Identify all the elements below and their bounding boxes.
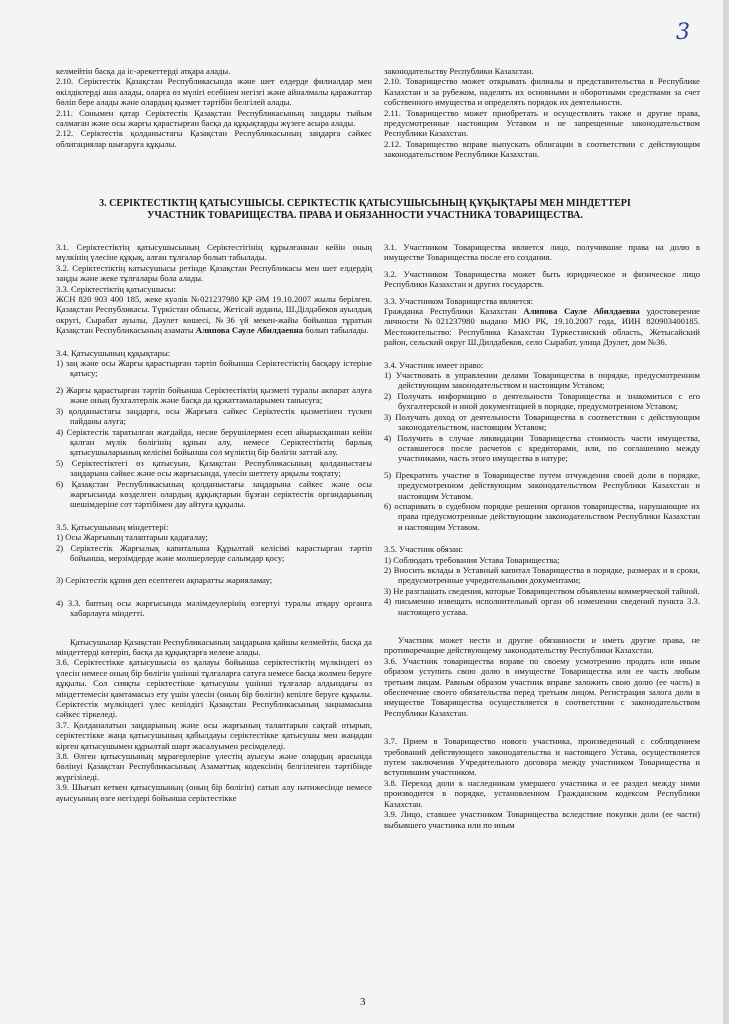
clause-3-6: 3.6. Участник товарищества вправе по своему усмотрению продать или иным образом уступить свою долю в имуществе Товарищества или ее часть любым третьим лицам. Равным образом участник вправе заложить свою долю (ее часть) в обеспечение своего обязательства перед третьим лицом. Регистрация залога доли в имуществе Товарищества осуществляется в соответствии с законодательством Республики Казахстан. (384, 655, 700, 718)
list-item: 5) Прекратить участие в Товариществе путем отчуждения своей доли в порядке, предусмотренном действующим законодательством Республики Казахстан и настоящим Уставом. (384, 469, 700, 501)
list-item: 4) Серіктестік таратылған жағдайда, несие берушілермен есеп айырысқаннан кейін қалған мүлік бөлігінің құнын алу, немесе Серіктестіктің барлық қатысушыларының келісімі бойынша сол мүліктің бір бөлігін заттай алу. (56, 426, 372, 458)
paragraph: келмейтін басқа да іс-әрекеттерді атқара алады. (56, 66, 231, 76)
clause-3-1: 3.1. Серіктестіктің қатысушысының Серіктестігінің құрылғаннан кейін оның мүлкінің үлесіне құқық, алған тұлғалар болып табылады. (56, 242, 372, 263)
clause-text: Гражданка Республики Казахстан (384, 306, 524, 317)
clause-3-4-head: 3.4. Участник имеет право: (384, 359, 484, 370)
clause-3-3-head: 3.3. Серіктестіктің қатысушысы: (56, 283, 176, 294)
duties-list (56, 532, 372, 618)
list-item: 1) Соблюдать требования Устава Товарищества; (384, 554, 560, 565)
participant-name: Алипова Сауле Абилдаевна (195, 325, 303, 336)
list-item: 3) Серіктестік құпия деп есептеген ақпаратты жарияламау; (56, 575, 273, 586)
rights-list (384, 370, 700, 532)
extra-paragraph: Қатысушылар Қазақстан Республикасының заңдарына қайшы келмейтін, басқа да міндеттерді көтеріп, басқа да құқықтарға иелене алады. (56, 636, 372, 657)
clause-3-9: 3.9. Лицо, ставшее участником Товарищества вследствие покупки доли (ее части) выбывшего участника или по иным (384, 809, 700, 830)
clause-3-3-body (56, 294, 372, 336)
top-left-column (56, 66, 372, 149)
list-item: 1) Осы Жарғының талаптарын қадағалау; (56, 532, 208, 543)
list-item: 2) Получать информацию о деятельности Товарищества и знакомиться с его бухгалтерской и иной документацией в порядке, предусмотренном Уставом; (384, 390, 700, 412)
list-item: 6) оспаривать в судебном порядке решения органов товарищества, нарушающие их права предусмотренные действующим законодательством Республики Казахстан и настоящим Уставом. (384, 500, 700, 532)
clause-3-4-head: 3.4. Қатысушының құқықтары: (56, 347, 171, 358)
clause-text: удостоверение личности №021237980 выдано МЮ РК, 19.10.2007 года, ИИН 820903400185. Местожительство: Республика Казахстан Туркестанский область, Жетысайский район, сельский округ Ш.Дилдабеков, село Сырабат, улица Дэулет, дом №36. (384, 306, 700, 348)
clause-3-5-head: 3.5. Участник обязан: (384, 544, 463, 555)
clause-3-3-head: 3.3. Участником Товарищества является: (384, 295, 534, 306)
paragraph: 2.10. Серіктестік Қазақстан Республикасында және шет елдерде филиалдар мен өкілдіктерді аша алады, оларға өз мүлігі есебінен негізгі және айналмалы қаражаттар бөліп бере алады және олардың қызмет тәртібін белгілей алады. (56, 76, 372, 108)
clause-3-3-body (384, 306, 700, 348)
participant-name: Алипова Сауле Абилдаевна (523, 306, 640, 317)
clause-3-6: 3.6. Серіктестікке қатысушысы өз қалауы бойынша серіктестіктің мүлкіндегі өз үлесін немесе оның бір бөлігін үшінші тұлғаларға сатуға немесе басқа жолмен беруге құқылы. Сол сияқты серіктестікке қатысушы үшінші тұлғалар алдындағы өз міндеттемесін қамтамасыз ету үшін үлесін (оның бір бөлігін) кепілге беруге құқылы. Серіктестік мүлкіндегі үлес кепілдігі Қазақстан Республикасының заңнамасына сәйкес тіркеледі. (56, 657, 372, 720)
clause-3-2: 3.2. Участником Товарищества может быть юридическое и физическое лицо Республики Казахстан и других государств. (384, 268, 700, 290)
list-item: 1) Участвовать в управлении делами Товарищества в порядке, предусмотренном действующим законодательством и настоящим Уставом; (384, 370, 700, 391)
list-item: 3) Не разглашать сведения, которые Товариществом объявлены коммерческой тайной. (384, 585, 700, 596)
handwritten-page-number: 3 (676, 20, 690, 45)
clause-3-1: 3.1. Участником Товарищества является лицо, получившие права на долю в имуществе Товарищества после его создания. (384, 242, 700, 263)
clause-3-9: 3.9. Шығып кеткен қатысушының (оның бір бөлігін) сатып алу нәтижесінде немесе ауысуының өзге негіздері бойынша серіктестікке (56, 782, 372, 803)
list-item: 4) 3.3. баптың осы жарғысында мәлімдеулерінің өзгертуі туралы атқару органға хабарлауға міндетті. (56, 597, 372, 619)
clause-text: болып табылады. (303, 325, 369, 336)
clause-3-2: 3.2. Серіктестіктің катысушысы ретінде Қазақстан Республикасы мен шет елдердің заңды және жеке тұлғалары бола алады. (56, 262, 372, 284)
clause-3-8: 3.8. Өлген қатысушының мұрагерлеріне үлестің ауысуы және олардың арасында бөлінуі Қазақстан Республикасының Азаматтық кодексінің белгіленген тәртібінде жүргізіледі. (56, 751, 372, 782)
list-item: 2) Вносить вклады в Уставный капитал Товарищества в порядке, размерах и в сроки, предусмотренные учредительными документами; (384, 564, 700, 586)
paragraph: 2.10. Товарищество может открывать филиалы и представительства в Республике Казахстан и за рубежом, наделять их основными и оборотными средствами за счет собственного имущества и определять порядок их деятельности. (384, 76, 700, 108)
list-item: 6) Қазақстан Республикасының қолданыстағы заңдарына сәйкес және осы жарғысында көзделген олардың құқықтарын бұзған серіктестік органдарының шешімдеріне сот тәртібімен дау айтуға құқылы. (56, 478, 372, 510)
right-column (384, 242, 700, 830)
list-item: 1) заң және осы Жарғы қарастырған тәртіп бойынша Серіктестіктің басқару істеріне қатысу; (56, 358, 372, 379)
paragraph: 2.12. Товарищество вправе выпускать облигации в соответствии с действующим законодательством Республики Казахстан. (384, 138, 700, 160)
section-title-ru: УЧАСТНИК ТОВАРИЩЕСТВА. ПРАВА И ОБЯЗАННОСТИ УЧАСТНИКА ТОВАРИЩЕСТВА. (147, 210, 583, 221)
list-item: 3) Получать доход от деятельности Товарищества в соответствии с действующим законодательством, настоящим Уставом; (384, 411, 700, 433)
list-item: 4) Получить в случае ликвидации Товарищества стоимость части имущества, оставшегося после расчетов с кредиторами, или, по соглашению между участниками, часть этого имущества в натуре; (384, 432, 700, 464)
page-number: 3 (360, 996, 366, 1008)
clause-3-7: 3.7. Қолданалатын заңдарының және осы жарғының талаптарын сақтай отырып, серіктестікке жаңа қатысушының қабылдауы серіктестікке қатысушы мен жаңадан кірген қатысушымен құрылтай шарт жасалуымен ресімделеді. (56, 719, 372, 751)
section-title (40, 198, 690, 222)
list-item: 2) Жарғы қарастырған тәртіп бойынша Серіктестіктің қызметі туралы акпарат алуға және оның бухгалтерлік және басқа да құжаттамаларымен танысуға; (56, 384, 372, 406)
duties-list (384, 555, 700, 617)
page-edge (723, 0, 729, 1024)
paragraph: 2.11. Сонымен қатар Серіктестік Қазақстан Республикасының заңдары тыйым салмаған және осы жарғы қарастырған басқа да құқықтарды жүзеге асыра алады. (56, 107, 372, 129)
extra-paragraph: Участник может нести и другие обязанности и иметь другие права, не противоречащие действующему законодательству Республики Казахстан. (384, 635, 700, 656)
clause-text: ЖСН 820 903 400 185, жеке куәлік №021237980 ҚР ӘМ 19.10.2007 жылы берілген. Қазақстан Республикасы. Түркістан облысы, Жетісай ауданы, Ш.Ділдәбеков ауылдық округі, Сырабат ауылы, Дәулет көшесі, №36 үй мекен-жайы бойынша тұратын Қазақстан Республикасының азаматы (56, 294, 372, 336)
clause-3-7: 3.7. Прием в Товарищество нового участника, произведенный с соблюдением требований действующего законодательства и настоящего Устава, осуществляется путем заключения Учредительного договора между участником Товарищества и вступившим участником. (384, 736, 700, 778)
paragraph: законодательству Республики Казахстан. (384, 66, 534, 76)
list-item: 2) Серіктестік Жарғылық капиталына Құрылтай келісімі карастырған тәртіп бойынша, мерзімдерде және мөлшерлерде салымдар қосу; (56, 542, 372, 563)
top-right-column (384, 66, 700, 160)
paragraph: 2.12. Серіктестік қолданыстағы Қазақстан Республикасының заңдарға сәйкес облигациялар шығаруға құқылы. (56, 128, 372, 149)
section-title-kz: 3. СЕРІКТЕСТІКТІҢ ҚАТЫСУШЫСЫ. СЕРІКТЕСТІК ҚАТЫСУШЫСЫНЫҢ ҚҰҚЫҚТАРЫ МЕН МІНДЕТТЕРІ (99, 198, 631, 209)
left-column (56, 242, 372, 803)
list-item: 3) қолданыстағы заңдарға, осы Жарғыға сәйкес Серіктестік қызметінен түскен пайданы алуға; (56, 405, 372, 427)
list-item: 5) Серіктестіктегі өз қатысуын, Қазақстан Республикасының қолданыстағы заңдарына сәйкес және осы жарғысында, үлесін шеттету арқылы тоқтату; (56, 457, 372, 479)
clause-3-5-head: 3.5. Қатысушының міндеттері: (56, 521, 169, 532)
paragraph: 2.11. Товарищество может приобретать и осуществлять также и другие права, предусмотренные настоящим Уставом и не запрещенные законодательством Республики Казахстан. (384, 107, 700, 139)
list-item: 4) письменно извещать исполнительный орган об изменении сведений пункта 3.3. настоящего устава. (384, 596, 700, 617)
clause-3-8: 3.8. Переход доли к наследникам умершего участника и ее раздел между ними производится в порядке, установленном Гражданским кодексом Республики Казахстан. (384, 777, 700, 809)
rights-list (56, 358, 372, 510)
